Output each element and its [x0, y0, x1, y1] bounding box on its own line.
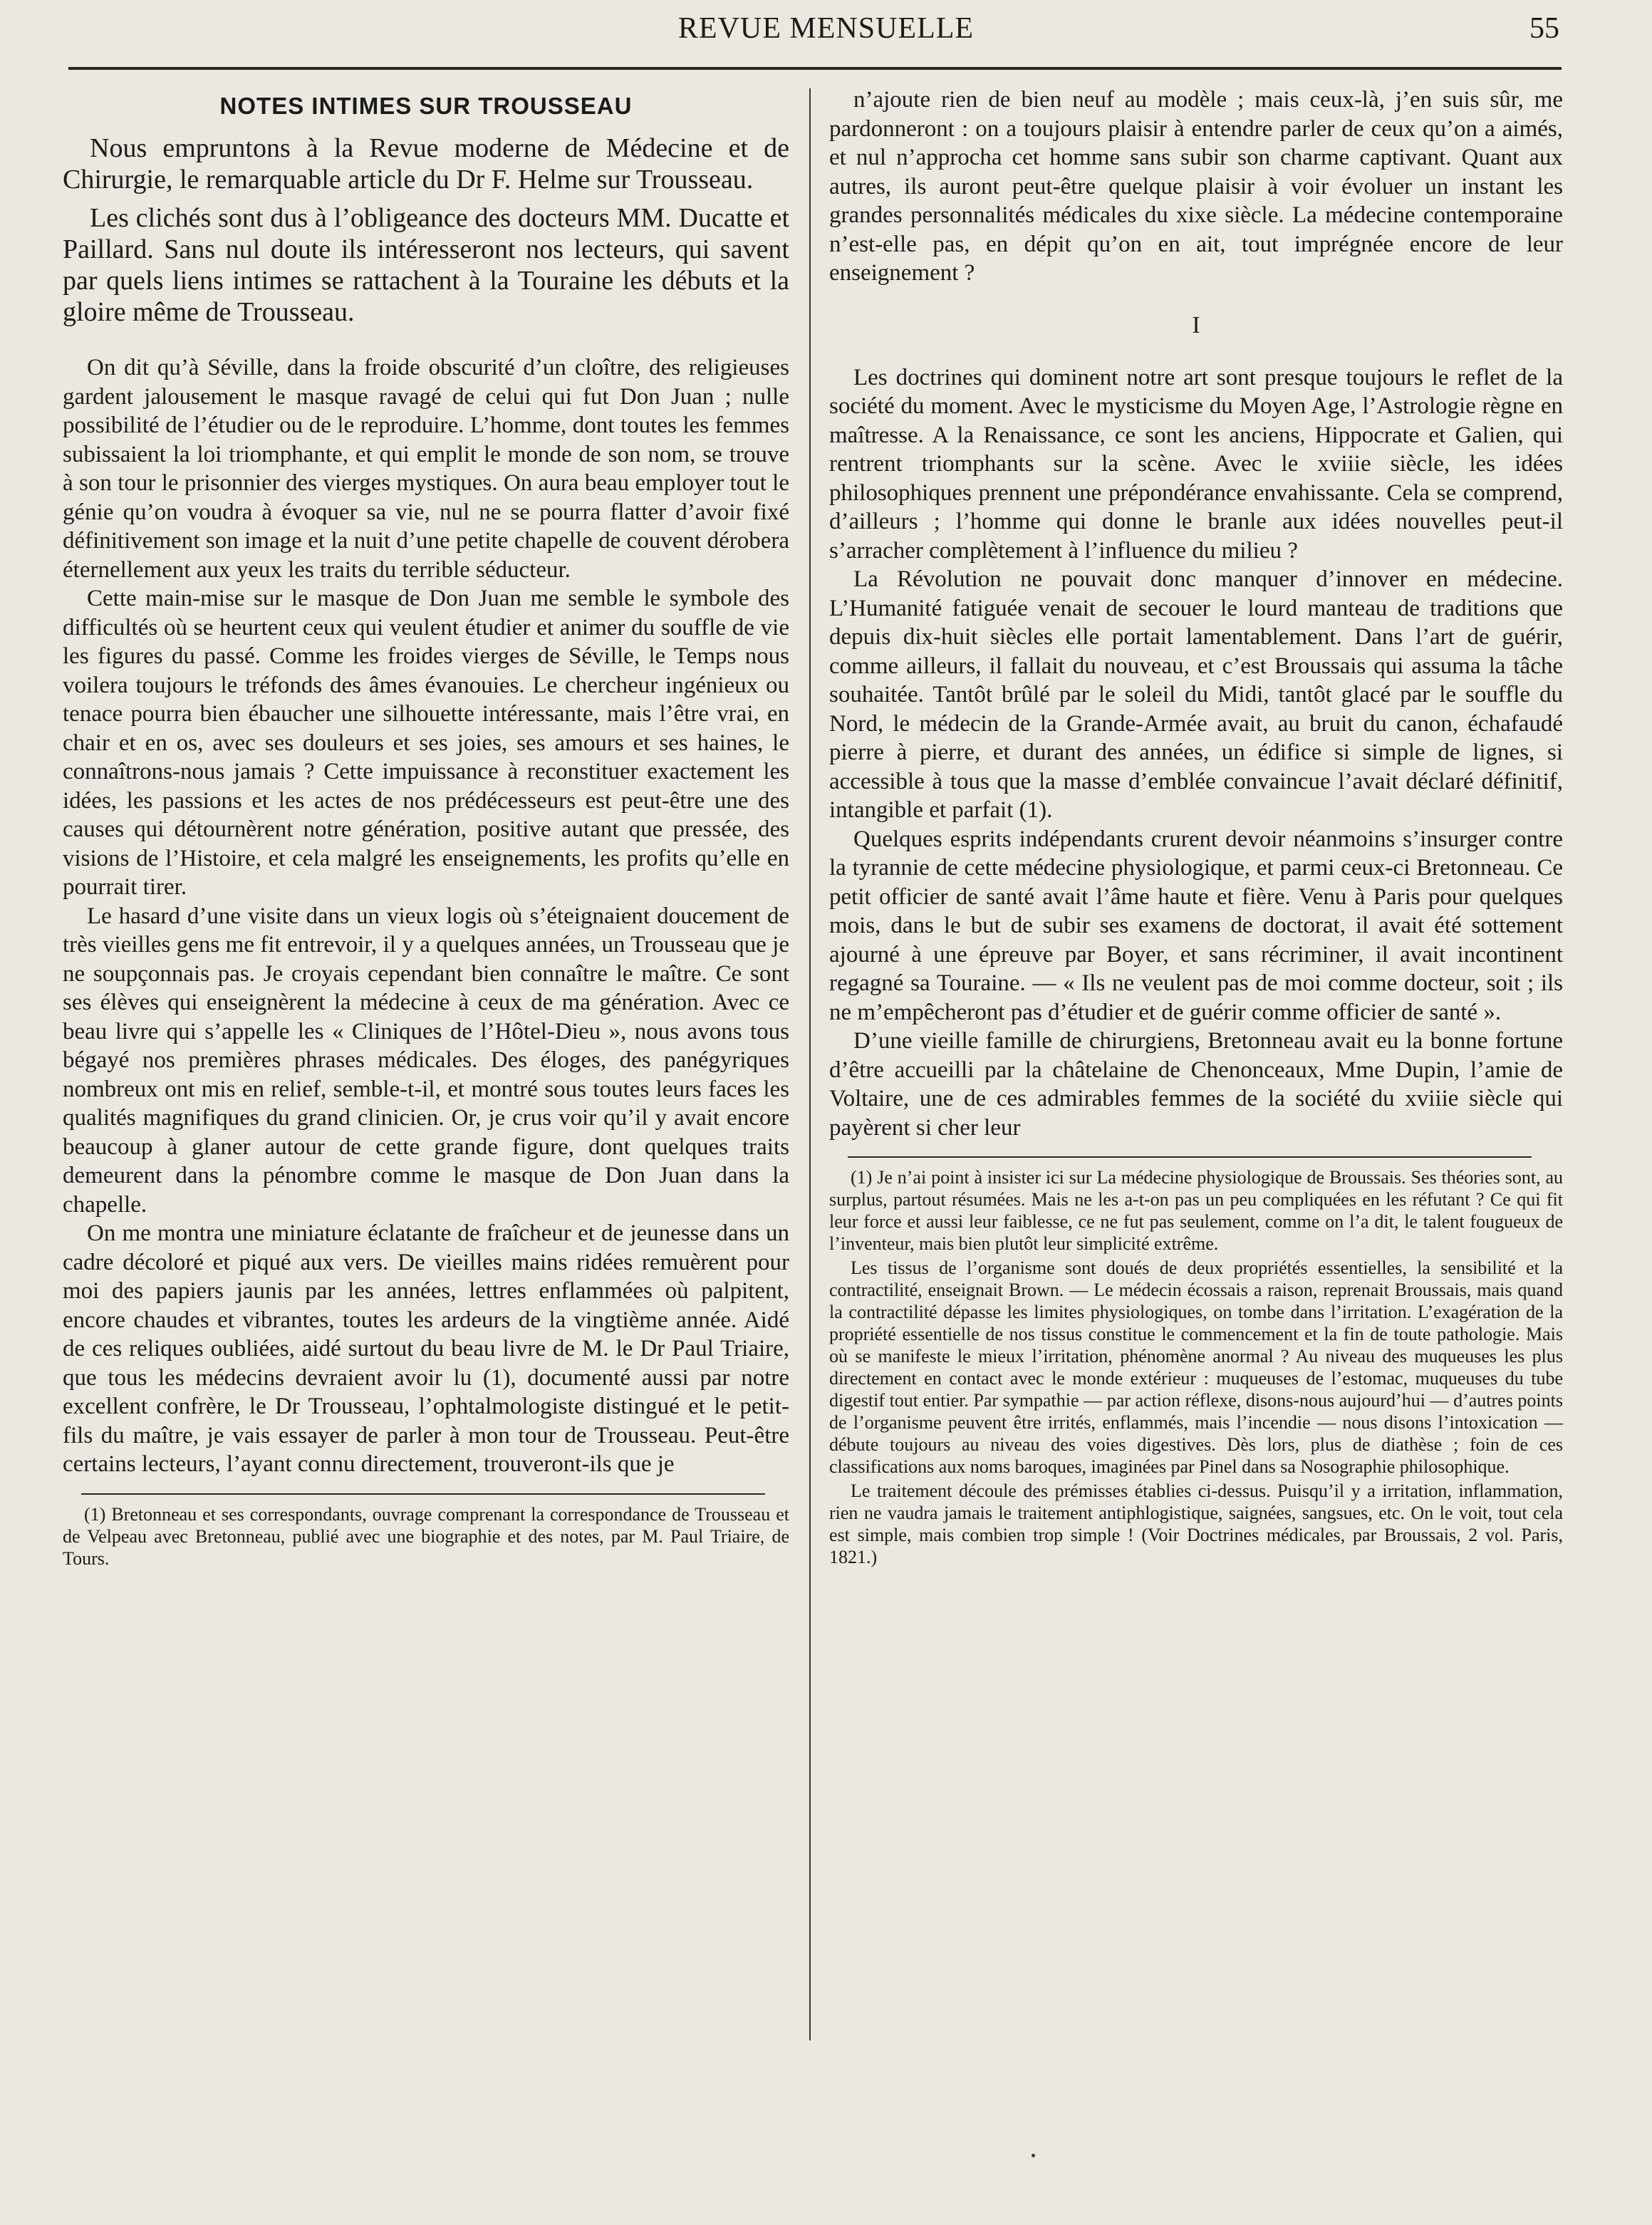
footnote-text: Le traitement découle des prémisses établies ci-dessus. Puisqu’il y a irritation, inflammation, rien ne vaudra jamais le traitement antiphlogistique, saignées, sangsues, etc. On le voit, tout cela est simple, mais combien trop simple ! (Voir Doctrines médicales, par Broussais, 2 vol. Paris, 1821.): [829, 1480, 1563, 1567]
intro-paragraph: Nous empruntons à la Revue moderne de Médecine et de Chirurgie, le remarquable article du Dr F. Helme sur Trousseau.: [63, 133, 789, 195]
right-body: [829, 363, 1563, 1143]
body-paragraph: Les doctrines qui dominent notre art sont presque toujours le reflet de la société du moment. Avec le mysticisme du Moyen Age, l’Astrologie règne en maîtresse. A la Renaissance, ce sont les anciens, Hippocrate et Galien, qui rentrent triomphants sur la scène. Avec le xviiie siècle, les idées philosophiques prennent une prépondérance envahissante. Cela se comprend, d’ailleurs ; l’homme qui donne le branle aux idées nouvelles peut-il s’arracher complètement à l’influence du milieu ?: [829, 364, 1563, 564]
right-body-top: [829, 85, 1563, 288]
right-column: [829, 85, 1563, 1570]
running-header: [0, 9, 1652, 54]
section-numeral: I: [1192, 311, 1200, 338]
column-divider: [809, 88, 811, 2040]
left-body: [63, 353, 789, 1479]
footnote-text: Les tissus de l’organisme sont doués de deux propriétés essentielles, la sensibilité et la contractilité, enseignait Brown. — Le médecin écossais a raison, reprenait Broussais, mais quand la contractilité dépasse les limites physiologiques, on tombe dans l’irritation. L’exagération de la propriété essentielle de nos tissus constitue le commencement et la fin de toute pathologie. Mais où se manifeste le mieux l’irritation, phénomène anormal ? Au niveau des muqueuses les plus directement en contact avec le monde extérieur : muqueuses de l’estomac, muqueuses du tube digestif tout entier. Par sympathie — par action réflexe, disons-nous aujourd’hui — d’autres points de l’organisme peuvent être irrités, enflammés, mais l’incendie — nous disons l’intoxication — débute toujours au niveau des voies digestives. Dès lors, plus de diathèse ; foin de ces classifications aux noms baroques, imaginées par Pinel dans sa Nosographie philosophique.: [829, 1257, 1563, 1477]
header-rule: [68, 67, 1562, 70]
page-number: 55: [1529, 12, 1559, 45]
body-paragraph: Quelques esprits indépendants crurent devoir néanmoins s’insurger contre la tyrannie de cette médecine physiologique, et parmi ceux-ci Bretonneau. Ce petit officier de santé avait l’âme haute et fière. Venu à Paris pour quelques mois, dans le but de subir ses examens de doctorat, il avait été sottement ajourné à une épreuve par Boyer, et sans récriminer, il avait incontinent regagné sa Touraine. — « Ils ne veulent pas de moi comme docteur, soit ; ils ne m’empêcheront pas d’étudier et de guérir comme officier de santé ».: [829, 826, 1563, 1025]
body-paragraph: On dit qu’à Séville, dans la froide obscurité d’un cloître, des religieuses gardent jalousement le masque ravagé de celui qui fut Don Juan ; nulle possibilité de l’étudier ou de le reproduire. L’homme, dont toutes les femmes subissaient la loi triomphante, et qui emplit le monde de son nom, se trouve à son tour le prisonnier des vierges mystiques. On aura beau employer tout le génie qu’on voudra à évoquer sa vie, nul ne se pourra flatter d’avoir fixé définitivement son image et la nuit d’une petite chapelle de couvent dérobera éternellement aux yeux les traits du terrible séducteur.: [63, 355, 789, 583]
body-paragraph: La Révolution ne pouvait donc manquer d’innover en médecine. L’Humanité fatiguée venait de secouer le lourd manteau de traditions que depuis dix-huit siècles elle portait lamentablement. Dans l’art de guérir, comme ailleurs, il fallait du nouveau, et c’est Broussais qui assuma la tâche souhaitée. Tantôt brûlé par le soleil du Midi, tantôt glacé par le souffle du Nord, le médecin de la Grande-Armée avait, au bruit du canon, échafaudé pierre à pierre, et durant des années, un édifice si simple de lignes, si accessible à tous que la masse d’emblée convaincue l’avait déclaré définitif, intangible et parfait (1).: [829, 566, 1563, 823]
left-footnote: [63, 1503, 789, 1570]
footnote-rule: [848, 1156, 1532, 1158]
running-title: REVUE MENSUELLE: [677, 12, 975, 45]
footnote-rule: [81, 1493, 765, 1495]
intro-paragraph: Les clichés sont dus à l’obligeance des docteurs MM. Ducatte et Paillard. Sans nul doute ils intéresseront nos lecteurs, qui savent par quels liens intimes se rattachent à la Touraine les débuts et la gloire même de Trousseau.: [63, 203, 789, 327]
left-column: [63, 85, 789, 1572]
body-paragraph: D’une vieille famille de chirurgiens, Bretonneau avait eu la bonne fortune d’être accueilli par la châtelaine de Chenonceaux, Mme Dupin, l’amie de Voltaire, une de ces admirables femmes de la société du xviiie siècle qui payèrent si cher leur: [829, 1028, 1563, 1141]
body-paragraph: On me montra une miniature éclatante de fraîcheur et de jeunesse dans un cadre décoloré et piqué aux vers. De vieilles mains ridées remuèrent pour moi des papiers jaunis par les années, lettres enflammées où palpitent, encore chaudes et vibrantes, toutes les ardeurs de la vingtième année. Aidé de ces reliques oubliées, aidé surtout du beau livre de M. le Dr Paul Triaire, que tous les médecins devraient avoir lu (1), documenté aussi par notre excellent confrère, le Dr Trousseau, l’ophtalmologiste distingué et le petit-fils du maître, je vais essayer de parler à mon tour de Trousseau. Peut-être certains lecteurs, l’ayant connu directement, trouveront-ils que je: [63, 1220, 789, 1477]
body-paragraph: Cette main-mise sur le masque de Don Juan me semble le symbole des difficultés où se heurtent ceux qui veulent étudier et animer du souffle de vie les figures du passé. Comme les froides vierges de Séville, le Temps nous voilera toujours le tréfonds des âmes évanouies. Le chercheur ingénieux ou tenace pourra bien ébaucher une silhouette intéressante, mais l’être vrai, en chair et en os, avec ses douleurs et ses joies, ses amours et ses haines, le connaîtrons-nous jamais ? Cette impuissance à reconstituer exactement les idées, les passions et les actes de nos prédécesseurs est peut-être une des causes qui détournèrent notre génération, positive autant que pressée, des visions de l’Histoire, et cela malgré les enseignements, les profits qu’elle en pourrait tirer.: [63, 586, 789, 900]
body-paragraph: n’ajoute rien de bien neuf au modèle ; mais ceux-là, j’en suis sûr, me pardonneront : on a toujours plaisir à entendre parler de ceux qu’on a aimés, et nul n’approcha cet homme sans subir son charme captivant. Quant aux autres, ils auront peut-être quelque plaisir à voir évoluer un instant les grandes personnalités médicales du xixe siècle. La médecine contemporaine n’est-elle pas, en dépit qu’on en ait, tout imprégnée encore de leur enseignement ?: [829, 87, 1563, 286]
footnote-text: (1) Bretonneau et ses correspondants, ouvrage comprenant la correspondance de Trousseau et de Velpeau avec Bretonneau, publié avec une biographie et des notes, par M. Paul Triaire, de Tours.: [63, 1503, 789, 1569]
article-title: NOTES INTIMES SUR TROUSSEAU: [219, 93, 633, 119]
body-paragraph: Le hasard d’une visite dans un vieux logis où s’éteignaient doucement de très vieilles gens me fit entrevoir, il y a quelques années, un Trousseau que je ne soupçonnais pas. Je croyais cependant bien connaître le maître. Ce sont ses élèves qui enseignèrent la médecine à ceux de ma génération. Avec ce beau livre qui s’appelle les « Cliniques de l’Hôtel-Dieu », nous avons tous bégayé nos premières phrases médicales. Des éloges, des panégyriques nombreux ont mis en relief, semble-t-il, et montré sous toutes leurs faces les qualités magnifiques du grand clinicien. Or, je crus voir qu’il y avait encore beaucoup à glaner autour de cette grande figure, dont quelques traits demeurent dans la pénombre comme le masque de Don Juan dans la chapelle.: [63, 903, 789, 1218]
ink-speck: [1032, 2154, 1035, 2157]
editor-intro: [63, 133, 789, 328]
right-footnotes: [829, 1166, 1563, 1568]
footnote-text: (1) Je n’ai point à insister ici sur La médecine physiologique de Broussais. Ses théories sont, au surplus, partout résumées. Mais ne les a-t-on pas un peu compliquées en les réfutant ? Ce qui fit leur force et aussi leur faiblesse, ce ne fut pas seulement, comme on l’a dit, le talent fougueux de l’inventeur, mais bien plutôt leur simplicité extrême.: [829, 1167, 1563, 1254]
